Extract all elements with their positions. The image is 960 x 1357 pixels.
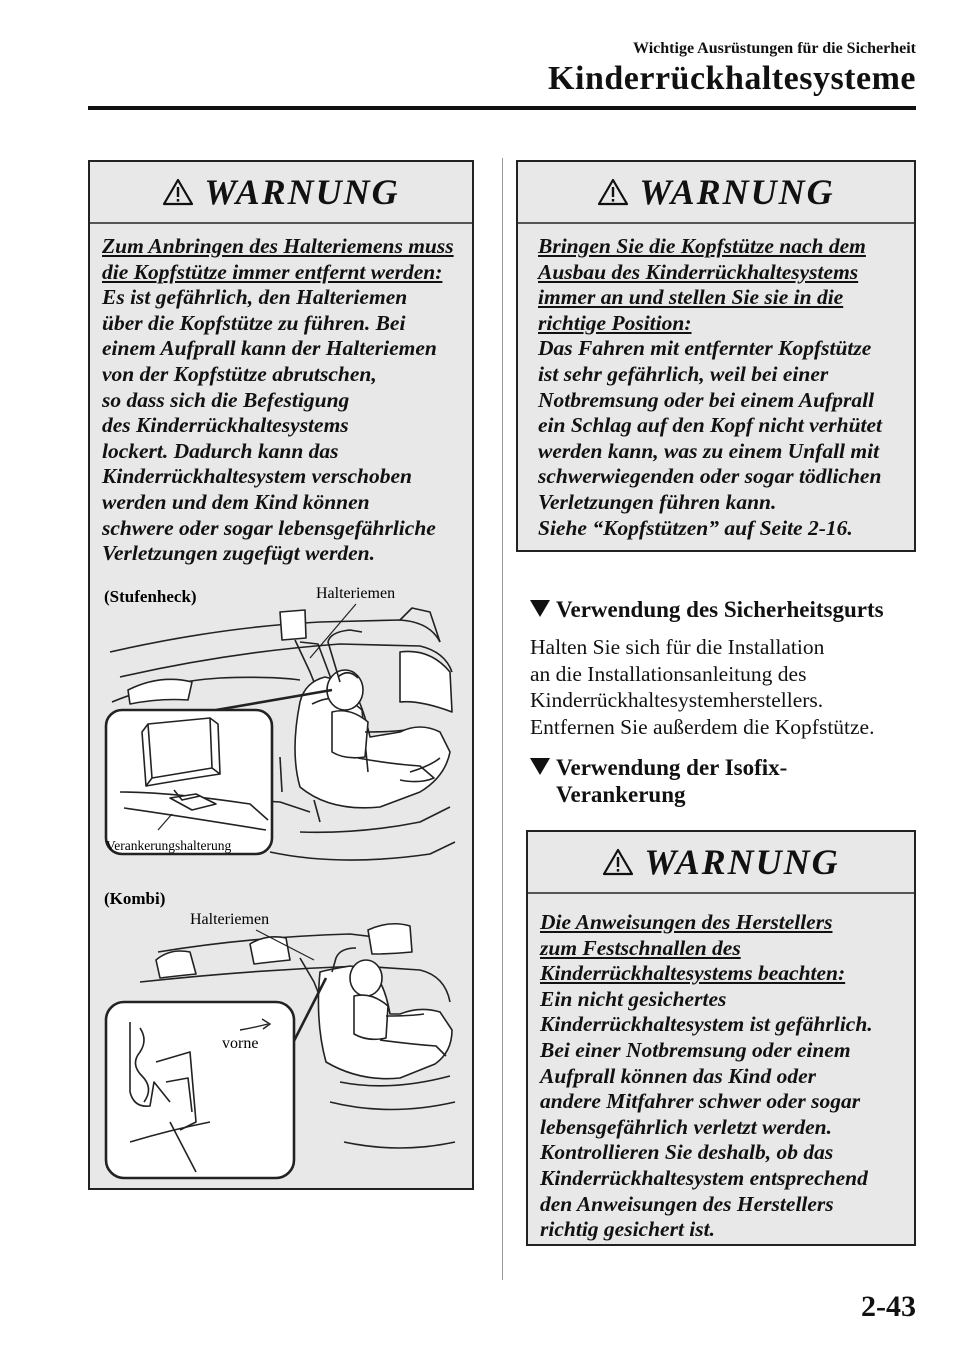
- warning-heading-line: Ausbau des Kinderrückhaltesystems: [538, 259, 859, 284]
- warning-text: [518, 224, 914, 541]
- warning-body-line: schwere oder sogar lebensgefährliche: [102, 515, 436, 540]
- warning-heading-line: Zum Anbringen des Halteriemens muss: [102, 234, 454, 258]
- section-title: Verwendung des Sicherheitsgurts: [556, 597, 884, 622]
- section-heading-isofix: [530, 754, 787, 808]
- label-verankerungshalterung: Verankerungshalterung: [106, 838, 232, 853]
- warning-body-line: über die Kopfstütze zu führen. Bei: [102, 310, 406, 335]
- warning-body-line: des Kinderrückhaltesystems: [102, 413, 349, 438]
- warning-body-line: so dass sich die Befestigung: [102, 387, 350, 412]
- warning-body-line: Aufprall können das Kind oder: [540, 1063, 816, 1088]
- header-rule: [88, 106, 916, 110]
- column-divider: [502, 158, 503, 1280]
- section-triangle-icon: [530, 600, 550, 617]
- warning-text: [528, 894, 914, 1243]
- page-number: 2-43: [861, 1290, 916, 1323]
- warning-body-line: Kinderrückhaltesystem ist gefährlich.: [540, 1012, 873, 1037]
- section-paragraph-seatbelt: [530, 634, 874, 740]
- warning-heading-line: richtige Position:: [538, 310, 692, 335]
- child-seat-illustration: [100, 582, 462, 1186]
- section-title-line: Verankerung: [556, 782, 686, 807]
- warning-body-line: werden kann, was zu einem Unfall mit: [538, 438, 880, 463]
- warning-body-line: lebensgefährlich verletzt werden.: [540, 1114, 833, 1139]
- warning-body-line: Das Fahren mit entfernter Kopfstütze: [538, 336, 872, 361]
- warning-body-line: ein Schlag auf den Kopf nicht verhütet: [538, 413, 883, 438]
- warning-heading-line: die Kopfstütze immer entfernt werden:: [102, 259, 443, 284]
- label-halteriemen-1: Halteriemen: [316, 585, 396, 602]
- warning-body-line: Notbremsung oder bei einem Aufprall: [538, 387, 875, 412]
- warning-body-line: einem Aufprall kann der Halteriemen: [102, 336, 437, 361]
- warning-body-line: Verletzungen zugefügt werden.: [102, 541, 375, 566]
- warning-body-line: schwerwiegenden oder sogar tödlichen: [538, 464, 882, 489]
- warning-triangle-icon: [162, 178, 194, 206]
- warning-triangle-icon: [597, 178, 629, 206]
- warning-body-line: Siehe “Kopfstützen” auf Seite 2-16.: [538, 515, 853, 540]
- warning-text: [90, 224, 472, 567]
- warning-body-line: den Anweisungen des Herstellers: [540, 1191, 834, 1216]
- warning-body-line: Kontrollieren Sie deshalb, ob das: [540, 1140, 834, 1165]
- paragraph-line: Entfernen Sie außerdem die Kopfstütze.: [530, 714, 875, 739]
- warning-heading-line: Die Anweisungen des Herstellers: [540, 910, 833, 934]
- warning-triangle-icon: [602, 848, 634, 876]
- warning-body-line: werden und dem Kind können: [102, 489, 370, 514]
- warning-header: [528, 832, 914, 894]
- label-kombi: (Kombi): [104, 889, 166, 908]
- warning-box-reinstall-headrest: [516, 160, 916, 552]
- warning-body-line: lockert. Dadurch kann das: [102, 438, 339, 463]
- warning-body-line: Bei einer Notbremsung oder einem: [540, 1037, 851, 1062]
- warning-header: [518, 162, 914, 224]
- warning-heading-line: Bringen Sie die Kopfstütze nach dem: [538, 234, 866, 258]
- running-header-section: Wichtige Ausrüstungen für die Sicherheit: [633, 40, 916, 57]
- warning-body-line: Ein nicht gesichertes: [540, 986, 727, 1011]
- section-triangle-icon: [530, 758, 550, 775]
- paragraph-line: an die Installationsanleitung des: [530, 661, 807, 686]
- warning-title: WARNUNG: [639, 172, 835, 212]
- warning-body-line: Kinderrückhaltesystem verschoben: [102, 464, 412, 489]
- warning-heading-line: zum Festschnallen des: [540, 935, 741, 960]
- label-stufenheck: (Stufenheck): [104, 587, 197, 606]
- warning-title: WARNUNG: [204, 172, 400, 212]
- paragraph-line: Halten Sie sich für die Installation: [530, 635, 825, 659]
- warning-box-manufacturer-instructions: [526, 830, 916, 1246]
- label-vorne: vorne: [222, 1035, 259, 1052]
- warning-title: WARNUNG: [644, 842, 840, 882]
- warning-header: [90, 162, 472, 224]
- warning-body-line: Verletzungen führen kann.: [538, 489, 777, 514]
- warning-heading-line: immer an und stellen Sie sie in die: [538, 285, 844, 310]
- warning-body-line: andere Mitfahrer schwer oder sogar: [540, 1089, 861, 1114]
- warning-heading-line: Kinderrückhaltesystems beachten:: [540, 961, 846, 986]
- label-halteriemen-2: Halteriemen: [190, 911, 270, 928]
- warning-body-line: von der Kopfstütze abrutschen,: [102, 361, 377, 386]
- warning-body-line: Kinderrückhaltesystem entsprechend: [540, 1165, 868, 1190]
- page-title: Kinderrückhaltesysteme: [548, 60, 916, 97]
- section-heading-seatbelt: [530, 596, 884, 623]
- warning-body-line: Es ist gefährlich, den Halteriemen: [102, 285, 408, 310]
- warning-body-line: ist sehr gefährlich, weil bei einer: [538, 361, 829, 386]
- paragraph-line: Kinderrückhaltesystemherstellers.: [530, 688, 824, 712]
- section-title-line: Verwendung der Isofix-: [556, 755, 788, 780]
- warning-body-line: richtig gesichert ist.: [540, 1217, 715, 1242]
